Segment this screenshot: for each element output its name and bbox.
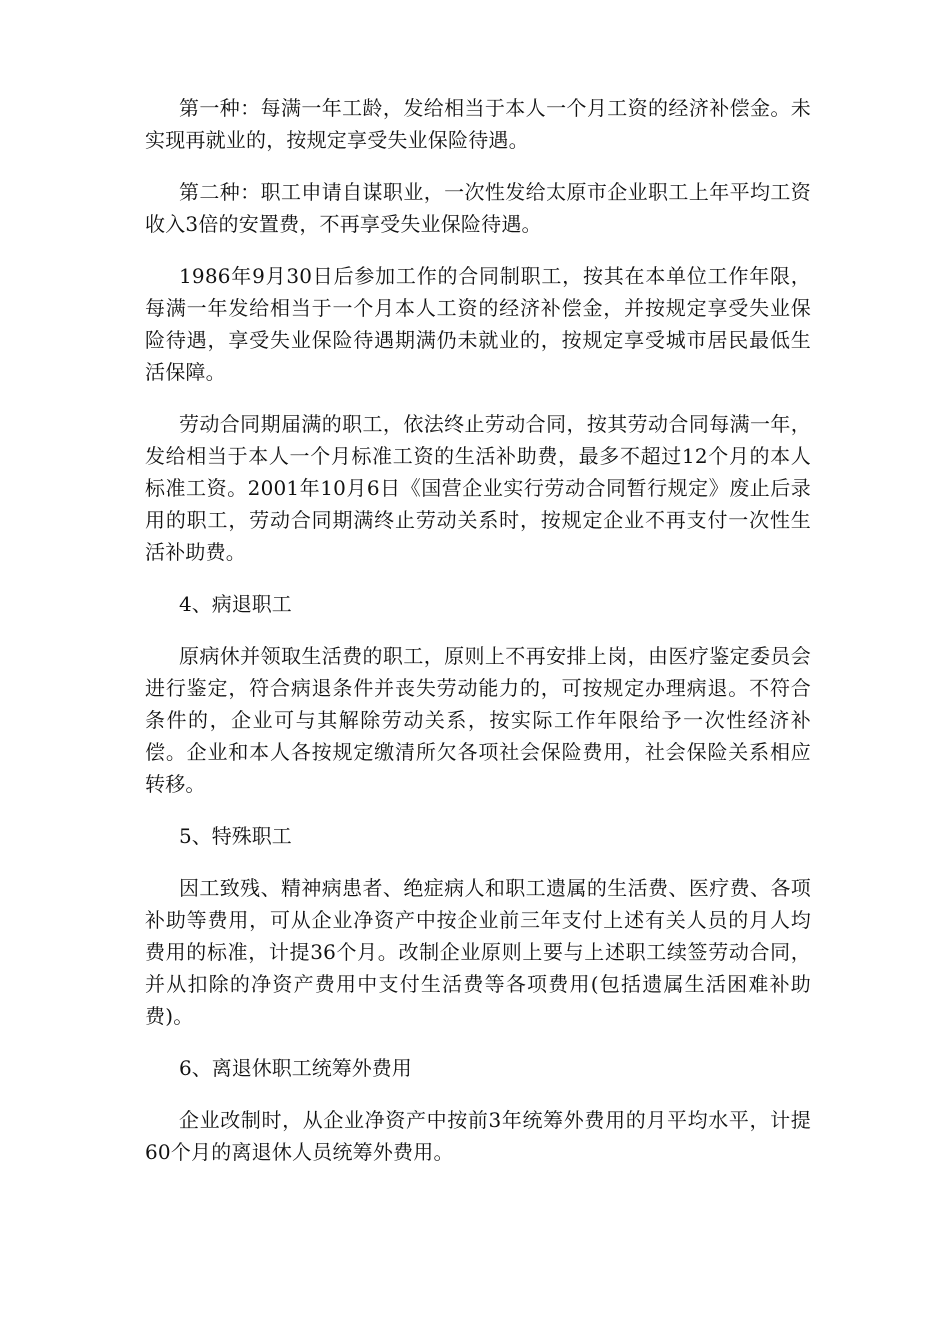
document-body — [145, 92, 811, 1188]
paragraph-sick-retirement: 原病休并领取生活费的职工，原则上不再安排上岗，由医疗鉴定委员会进行鉴定，符合病退条件并丧失劳动能力的，可按规定办理病退。不符合条件的，企业可与其解除劳动关系，按实际工作年限给予一次性经济补偿。企业和本人各按规定缴清所欠各项社会保险费用，社会保险关系相应转移。 — [145, 644, 811, 796]
paragraph-contract-workers-1986: 1986年9月30日后参加工作的合同制职工，按其在本单位工作年限，每满一年发给相当于一个月本人工资的经济补偿金，并按规定享受失业保险待遇，享受失业保险待遇期满仍未就业的，按规定享受城市居民最低生活保障。 — [145, 264, 811, 384]
paragraph-compensation-option-2: 第二种：职工申请自谋职业，一次性发给太原市企业职工上年平均工资收入3倍的安置费，不再享受失业保险待遇。 — [145, 180, 811, 236]
section-heading-sick-retirement: 4、病退职工 — [179, 592, 292, 616]
section-heading-special-workers: 5、特殊职工 — [179, 824, 292, 848]
section-heading-retiree-costs: 6、离退休职工统筹外费用 — [179, 1056, 412, 1080]
paragraph-contract-expiry: 劳动合同期届满的职工，依法终止劳动合同，按其劳动合同每满一年，发给相当于本人一个月标准工资的生活补助费，最多不超过12个月的本人标准工资。2001年10月6日《国营企业实行劳动合同暂行规定》废止后录用的职工，劳动合同期满终止劳动关系时，按规定企业不再支付一次性生活补助费。 — [145, 412, 811, 564]
paragraph-special-workers: 因工致残、精神病患者、绝症病人和职工遗属的生活费、医疗费、各项补助等费用，可从企业净资产中按企业前三年支付上述有关人员的月人均费用的标准，计提36个月。改制企业原则上要与上述职工续签劳动合同，并从扣除的净资产费用中支付生活费等各项费用(包括遗属生活困难补助费)。 — [145, 876, 811, 1028]
paragraph-retiree-costs: 企业改制时，从企业净资产中按前3年统筹外费用的月平均水平，计提60个月的离退休人员统筹外费用。 — [145, 1108, 811, 1164]
paragraph-compensation-option-1: 第一种：每满一年工龄，发给相当于本人一个月工资的经济补偿金。未实现再就业的，按规定享受失业保险待遇。 — [145, 96, 811, 152]
